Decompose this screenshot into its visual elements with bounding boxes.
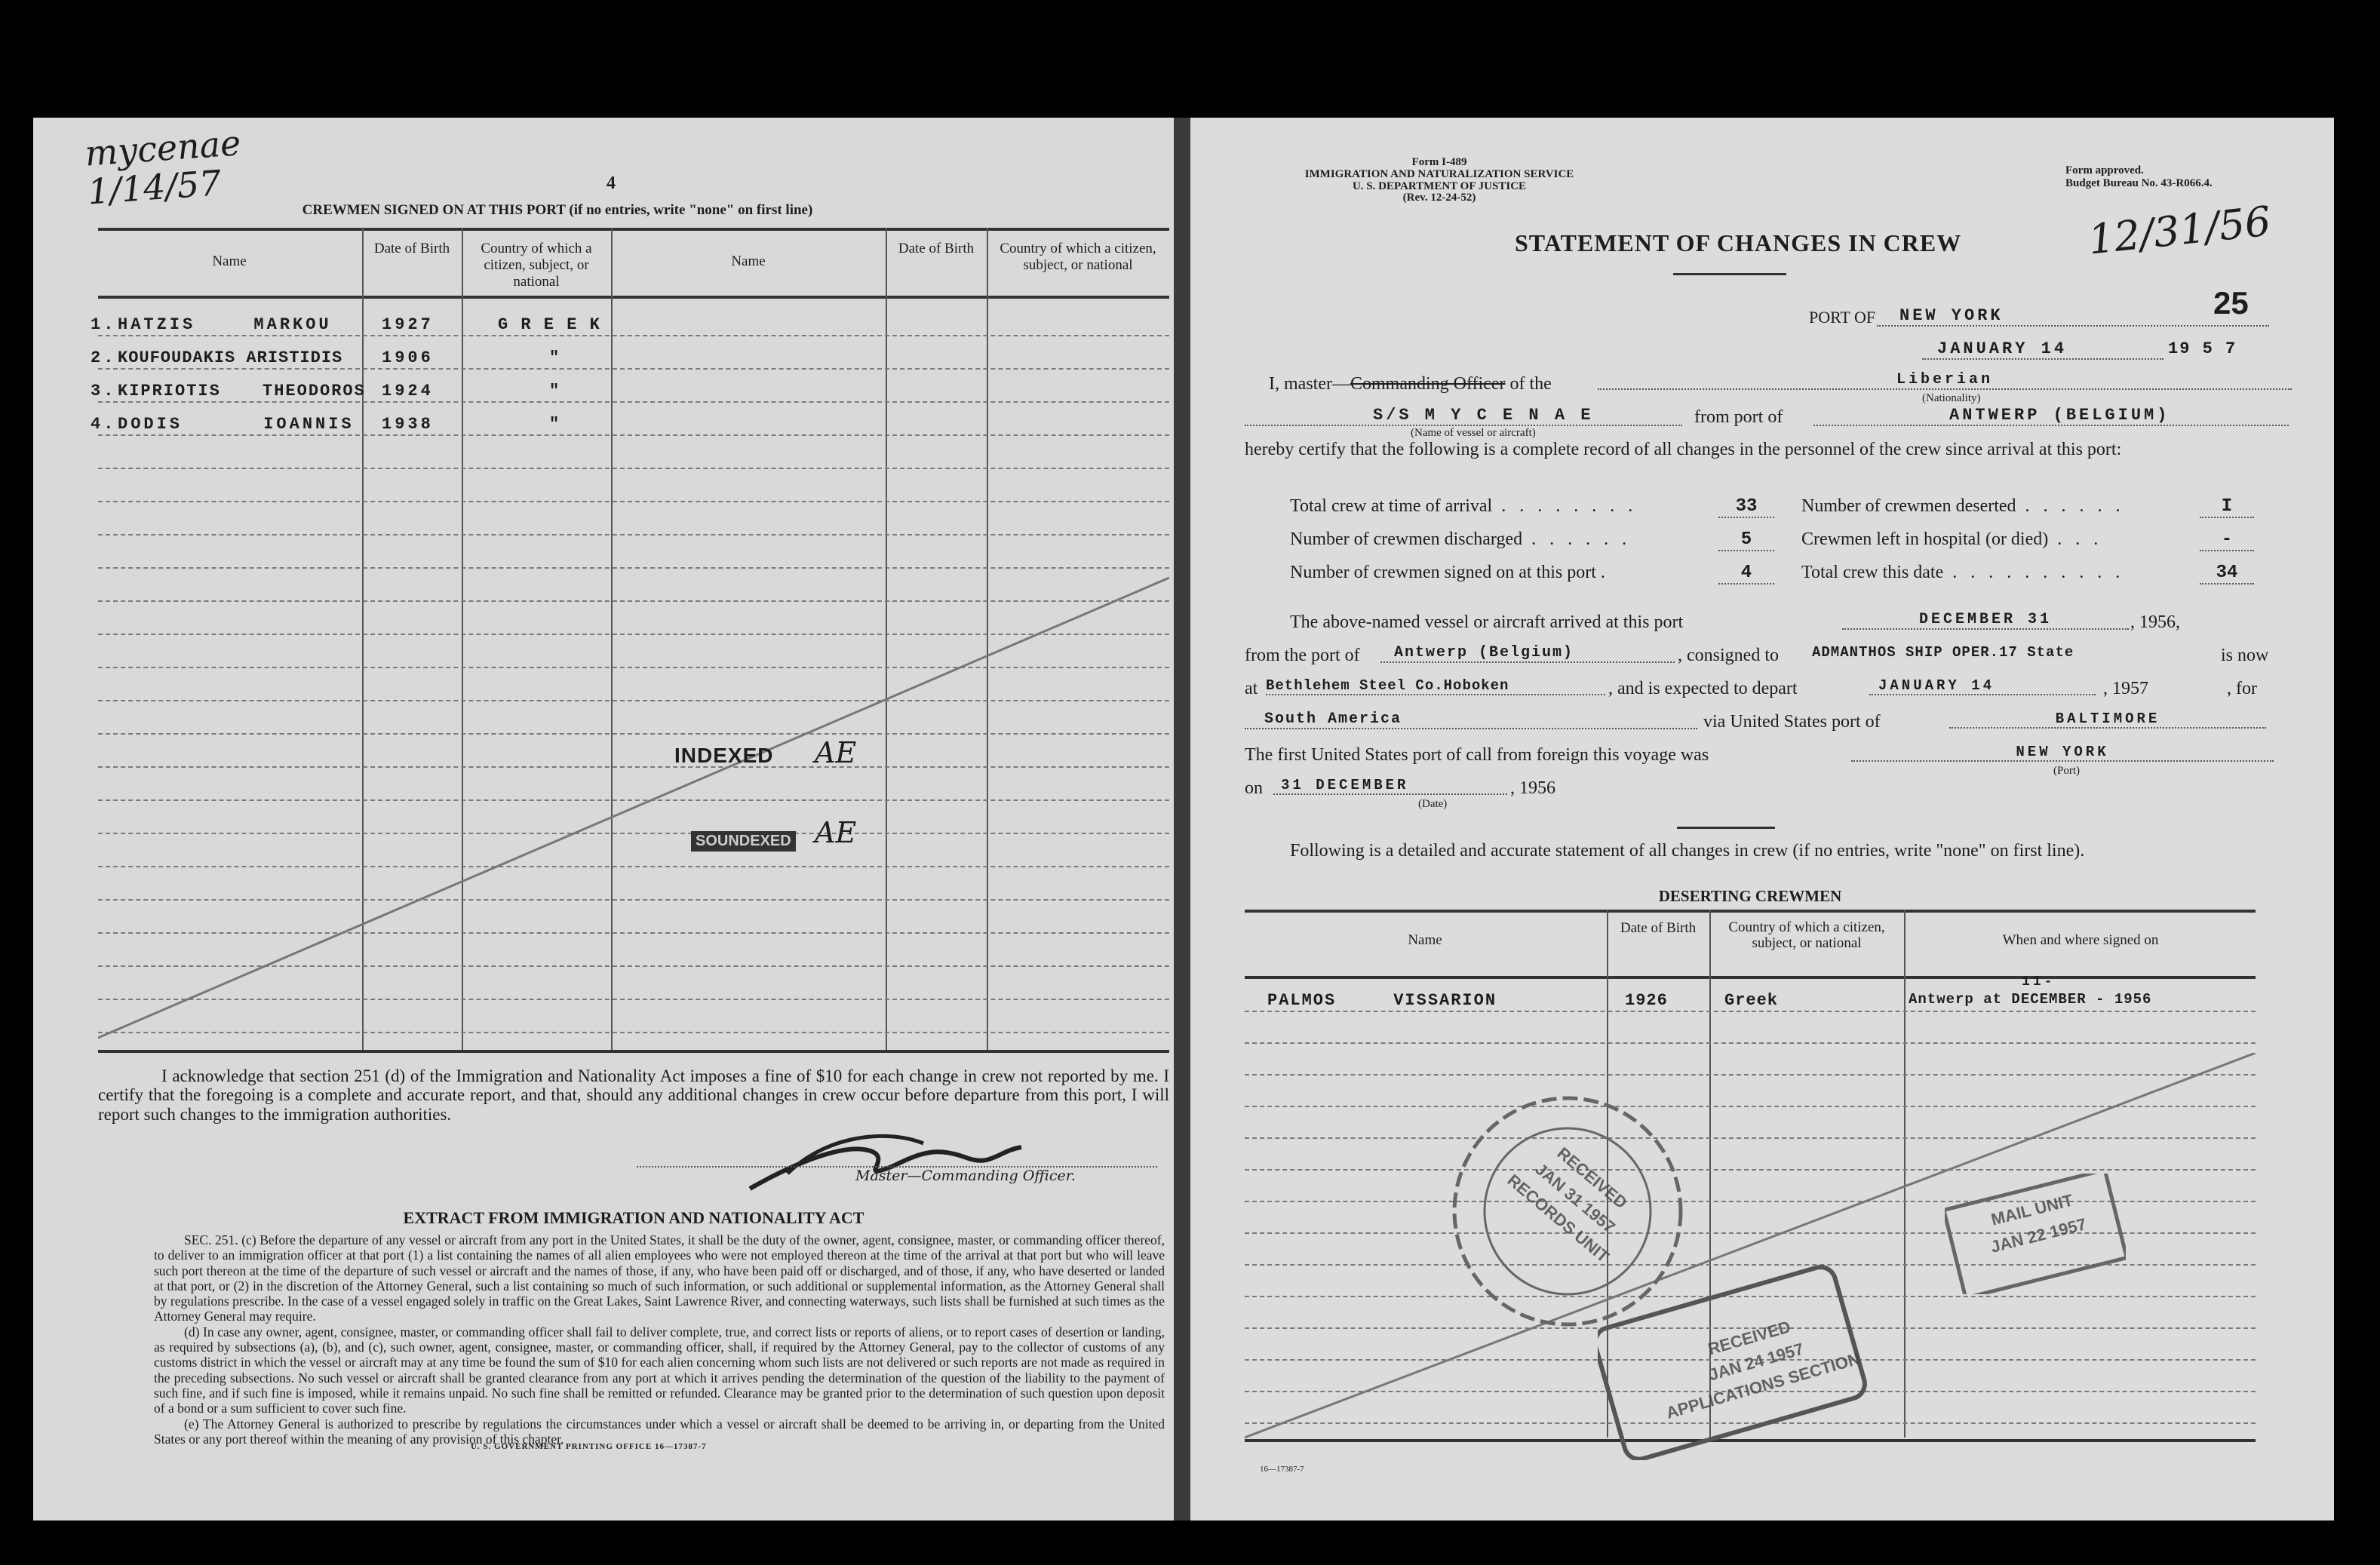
master-line: I, master—Commanding Officer of the xyxy=(1269,374,1552,394)
footer-right: 16—17387-7 xyxy=(1260,1465,1304,1474)
crew-name: KIPRIOTIS THEODOROS xyxy=(118,382,366,400)
extract-title: EXTRACT FROM IMMIGRATION AND NATIONALITY ACT xyxy=(403,1208,864,1227)
col-header-name-2: Name xyxy=(731,253,766,269)
on-year: , 1956 xyxy=(1510,778,1555,798)
deserting-col-name: Name xyxy=(1408,932,1442,948)
date-value: JANUARY 14 xyxy=(1922,339,2163,360)
first-port-label: The first United States port of call from foreign this voyage was xyxy=(1245,745,1709,765)
crew-dob: 1924 xyxy=(382,382,434,400)
arrived-label: The above-named vessel or aircraft arrived at this port xyxy=(1290,612,1684,632)
crew-name: HATZIS MARKOU xyxy=(118,315,332,334)
date-year: 19 5 7 xyxy=(2168,339,2237,358)
signature-label: Master—Commanding Officer. xyxy=(855,1168,1076,1184)
table-top-border xyxy=(98,228,1169,231)
at-label: at xyxy=(1245,679,1258,698)
extract-body xyxy=(154,1232,1165,1447)
arrived-date: DECEMBER 31 xyxy=(1842,611,2129,630)
consigned-label: , consigned to xyxy=(1678,646,1779,665)
deserting-country: Greek xyxy=(1724,991,1779,1010)
extract-c: SEC. 251. (c) Before the departure of any vessel or aircraft from any port in the United States, it shall be the duty of the owner, agent, consignee, master, or commanding officer thereof, to deliver to an immigration officer at that port (1) a list containing the names of all alien employees who were not employed thereon at the time of the arrival at that port but who will leave such port thereon at the time of the departure of such vessel or aircraft and the names of those, if any, who have been paid off or discharged, and of those, if any, who have deserted or landed at that port, or (2) in the discretion of the Attorney General, such a list containing so much of such information, or such additional or supplemental information, as the Attorney General shall by regulations prescribe. In the case of a vessel engaged solely in traffic on the Great Lakes, Saint Lawrence River, and connecting waterways, such lists shall be furnished at such times as the Attorney General may require. xyxy=(154,1232,1165,1324)
from-port-value: ANTWERP (BELGIUM) xyxy=(1813,406,2289,426)
form-title: STATEMENT OF CHANGES IN CREW xyxy=(1515,229,1962,256)
following-text: Following is a detailed and accurate statement of all changes in crew (if no entries, write "none" on first line). xyxy=(1290,841,2085,861)
deserting-signed-top: 11- xyxy=(2022,974,2056,990)
crew-dob: 1938 xyxy=(382,415,434,434)
deserting-signed: Antwerp at DECEMBER - 1956 xyxy=(1909,991,2152,1008)
crew-country: G R E E K xyxy=(498,315,601,334)
on-date: 31 DECEMBER xyxy=(1273,777,1507,795)
crew-country: " xyxy=(549,415,563,434)
destination: South America xyxy=(1245,710,1697,729)
via-label: via United States port of xyxy=(1703,712,1881,732)
crew-row xyxy=(91,315,1169,334)
form-header: Form I-489 IMMIGRATION AND NATURALIZATION SERVICE U. S. DEPARTMENT OF JUSTICE (Rev. 12-24-52) xyxy=(1304,156,1574,204)
nationality: Liberian xyxy=(1598,371,2292,390)
first-port: NEW YORK xyxy=(1851,744,2274,762)
via-port: BALTIMORE xyxy=(1949,710,2266,729)
at-value: Bethlehem Steel Co.Hoboken xyxy=(1266,677,1605,695)
certify-text: hereby certify that the following is a complete record of all changes in the personnel of the crew since arrival at this port: xyxy=(1245,440,2122,459)
deserting-col-signed: When and where signed on xyxy=(2002,932,2159,948)
stat-row: Total crew this date . . . . . . . . . . 34 xyxy=(1801,563,2254,583)
extract-e: (e) The Attorney General is authorized to prescribe by regulations the circumstances under which a vessel or aircraft shall be deemed to be arriving in, or departing from the United States or any port thereof within the meaning of any provision of this chapter. xyxy=(154,1416,1165,1447)
col-header-dob-2: Date of Birth xyxy=(898,241,975,256)
port-label: PORT OF xyxy=(1809,308,1876,327)
received-records-text: RECEIVED JAN 31 1957 RECORDS UNIT xyxy=(1503,1143,1631,1267)
consigned-value: ADMANTHOS SHIP OPER.17 State xyxy=(1812,644,2074,661)
stat-row: Number of crewmen signed on at this port . 4 xyxy=(1290,563,1773,583)
section-title: CREWMEN SIGNED ON AT THIS PORT (if no entries, write "none" on first line) xyxy=(302,202,813,218)
table-header-border xyxy=(98,296,1169,299)
cancel-line xyxy=(98,457,1169,1045)
from-port-of-label: from the port of xyxy=(1245,646,1360,665)
vessel-label: (Name of vessel or aircraft) xyxy=(1411,427,1536,439)
port-sub-label: (Port) xyxy=(2053,765,2080,777)
on-label: on xyxy=(1245,778,1263,798)
footer: U. S. GOVERNMENT PRINTING OFFICE 16—17387-7 xyxy=(471,1442,707,1451)
crew-num: 4. xyxy=(91,415,117,434)
indexed-initials: AE xyxy=(815,736,857,769)
crew-dob: 1927 xyxy=(382,315,434,334)
crew-dob: 1906 xyxy=(382,348,434,367)
for-label: , for xyxy=(2227,679,2257,698)
crew-row xyxy=(91,415,1169,434)
crew-row xyxy=(91,382,1169,400)
vessel-name: S/S M Y C E N A E xyxy=(1245,406,1682,426)
acknowledgment-text: I acknowledge that section 251 (d) of the Immigration and Nationality Act imposes a fine of $10 for each change in crew not reported by me. I certify that the foregoing is a complete and accurate report, and that, should any additional changes in crew occur before departure from this port, I will report such changes to the immigration authorities. xyxy=(98,1066,1169,1124)
form-approved: Form approved. Budget Bureau No. 43-R066.4. xyxy=(2065,164,2213,189)
handwritten-vessel: mycenae 1/14/57 xyxy=(83,122,242,213)
crew-row xyxy=(91,348,1169,367)
soundexed-stamp: SOUNDEXED xyxy=(691,831,796,852)
crew-name: DODIS IOANNIS xyxy=(118,415,355,434)
col-header-dob-1: Date of Birth xyxy=(373,241,450,256)
gutter xyxy=(1174,118,1190,1521)
from-port-label: from port of xyxy=(1694,407,1783,427)
page-number: 4 xyxy=(607,173,616,193)
arrived-year: , 1956, xyxy=(2130,612,2180,632)
deserting-title: DESERTING CREWMEN xyxy=(1658,887,1842,905)
depart-year: , 1957 xyxy=(2103,679,2148,698)
deserting-name: PALMOS VISSARION xyxy=(1267,991,1497,1010)
received-apps-text: RECEIVED JAN 24 1957 APPLICATIONS SECTION xyxy=(1663,1317,1863,1422)
is-now: is now xyxy=(2221,646,2269,665)
col-header-name-1: Name xyxy=(212,253,247,269)
port-value: NEW YORK xyxy=(1877,306,2269,327)
col-header-country-2: Country of which a citizen, subject, or national xyxy=(1000,241,1156,273)
crew-country: " xyxy=(549,382,563,400)
crew-num: 3. xyxy=(91,382,117,400)
col-header-country-1: Country of which a citizen, subject, or national xyxy=(481,241,592,290)
deserting-col-dob: Date of Birth xyxy=(1620,920,1697,936)
from-port-of-value: Antwerp (Belgium) xyxy=(1380,644,1675,663)
deserting-dob: 1926 xyxy=(1625,991,1668,1010)
stat-row: Crewmen left in hospital (or died) . . . - xyxy=(1801,529,2254,550)
stat-row: Number of crewmen discharged . . . . . . 5 xyxy=(1290,529,1773,550)
handwritten-date: 12/31/56 xyxy=(2086,197,2274,264)
soundexed-initials: AE xyxy=(815,816,857,849)
crew-num: 1. xyxy=(91,315,117,334)
right-page xyxy=(1190,118,2334,1521)
crew-name: KOUFOUDAKIS ARISTIDIS xyxy=(118,348,343,367)
nationality-label: (Nationality) xyxy=(1922,392,1981,404)
depart-label: , and is expected to depart xyxy=(1608,679,1798,698)
depart-date: JANUARY 14 xyxy=(1869,677,2096,695)
form-number: 25 xyxy=(2213,285,2249,321)
date-sub-label: (Date) xyxy=(1418,798,1448,810)
left-page xyxy=(33,118,1174,1521)
crew-country: " xyxy=(549,348,563,367)
mail-unit-text: MAIL UNIT JAN 22 1957 xyxy=(1988,1190,2089,1257)
deserting-col-country: Country of which a citizen, subject, or national xyxy=(1728,919,1885,951)
extract-d: (d) In case any owner, agent, consignee, master, or commanding officer shall fail to deliver complete, true, and correct lists or reports of aliens, or to report cases of desertion or landing, as required by subsections (a), (b), and (c), such owner, agent, consignee, master, or commanding officer, shall, if required by the Attorney General, pay to the collector of customs of any customs district in which the vessel or aircraft may at any time be found the sum of $10 for each alien concerning whom such lists are not delivered or such reports are not made as required in the preceding subsections. No such vessel or aircraft shall be granted clearance from any port at which it arrives pending the determination of the question of the liability to the payment of such fine, and if such fine is imposed, while it remains unpaid. No such fine shall be remitted or refunded. Clearance may be granted prior to the determination of such question upon deposit of a bond or a sum sufficient to cover such fine. xyxy=(154,1324,1165,1416)
stat-row: Number of crewmen deserted . . . . . . I xyxy=(1801,496,2254,517)
crew-num: 2. xyxy=(91,348,117,367)
indexed-stamp: INDEXED xyxy=(674,744,774,767)
stat-row: Total crew at time of arrival . . . . . . . . 33 xyxy=(1290,496,1773,517)
